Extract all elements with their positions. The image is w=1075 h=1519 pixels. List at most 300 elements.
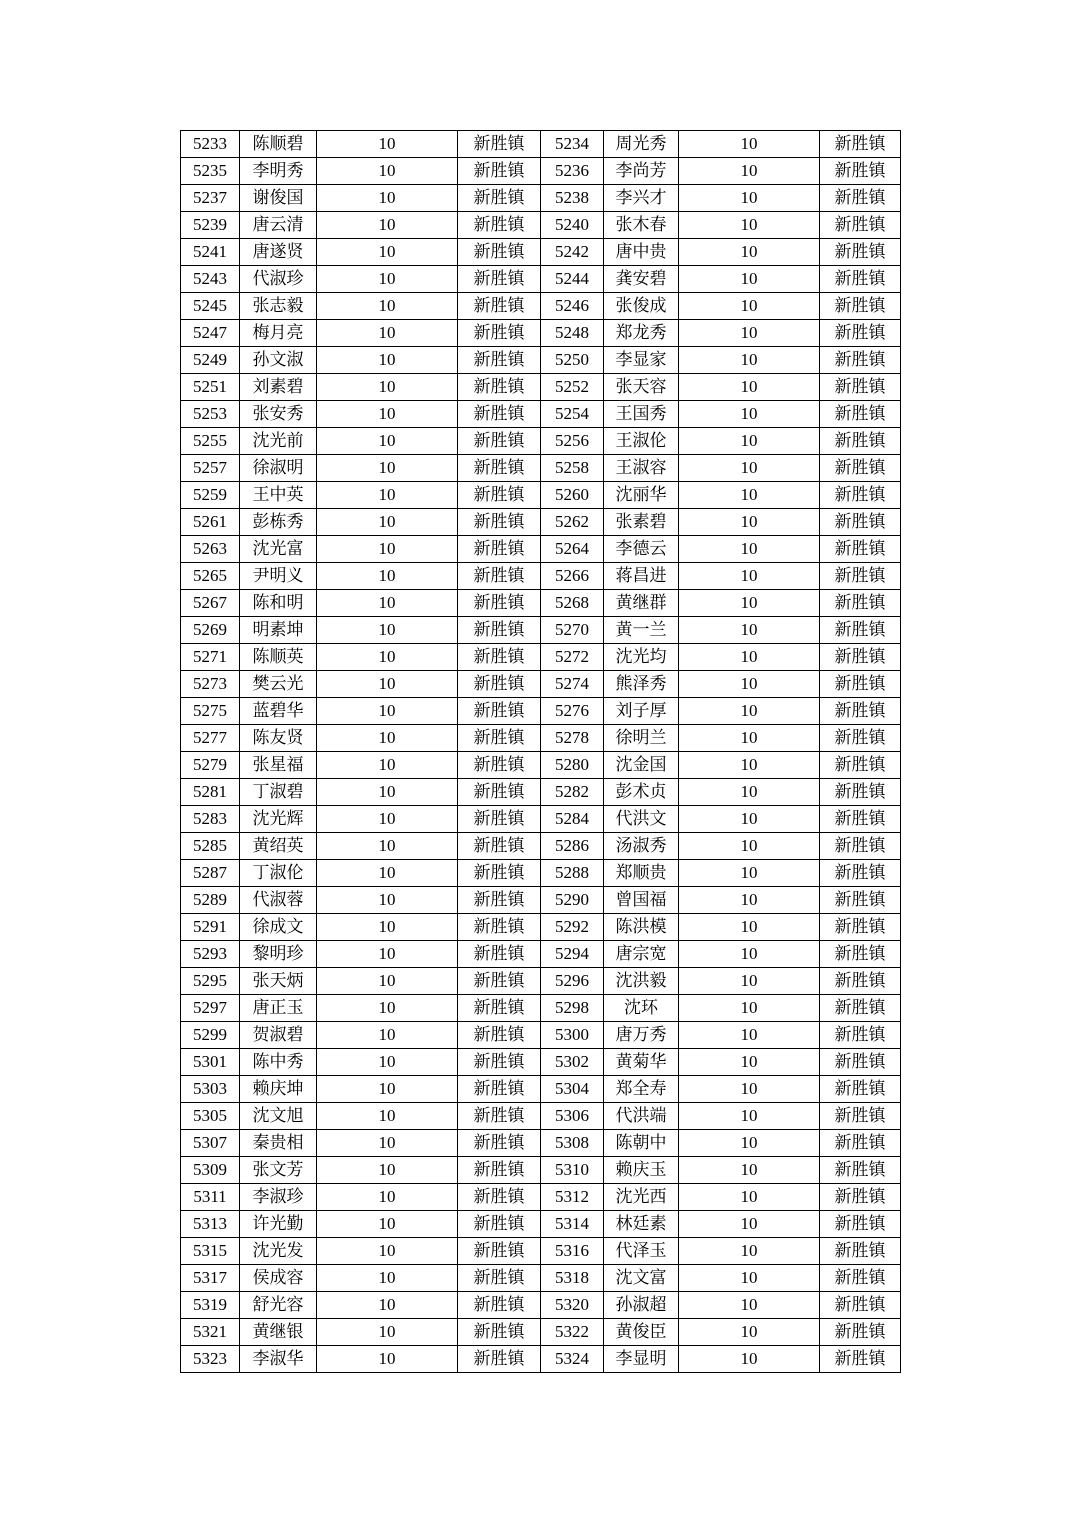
score-cell: 10 — [317, 1292, 458, 1319]
score-cell: 10 — [317, 914, 458, 941]
town-cell: 新胜镇 — [458, 1157, 541, 1184]
town-cell: 新胜镇 — [458, 1319, 541, 1346]
serial-cell: 5321 — [181, 1319, 240, 1346]
serial-cell: 5280 — [541, 752, 604, 779]
name-cell: 黄一兰 — [604, 617, 679, 644]
score-cell: 10 — [679, 347, 820, 374]
score-cell: 10 — [679, 185, 820, 212]
name-cell: 唐中贵 — [604, 239, 679, 266]
table-row — [181, 266, 901, 293]
name-cell: 舒光容 — [240, 1292, 317, 1319]
name-cell: 黎明珍 — [240, 941, 317, 968]
name-cell: 刘子厚 — [604, 698, 679, 725]
name-cell: 沈光西 — [604, 1184, 679, 1211]
town-cell: 新胜镇 — [458, 617, 541, 644]
score-cell: 10 — [317, 617, 458, 644]
name-cell: 沈文富 — [604, 1265, 679, 1292]
serial-cell: 5290 — [541, 887, 604, 914]
serial-cell: 5240 — [541, 212, 604, 239]
score-cell: 10 — [679, 1157, 820, 1184]
town-cell: 新胜镇 — [458, 725, 541, 752]
serial-cell: 5319 — [181, 1292, 240, 1319]
name-cell: 沈光发 — [240, 1238, 317, 1265]
town-cell: 新胜镇 — [458, 131, 541, 158]
serial-cell: 5246 — [541, 293, 604, 320]
town-cell: 新胜镇 — [458, 779, 541, 806]
town-cell: 新胜镇 — [820, 266, 901, 293]
town-cell: 新胜镇 — [820, 1238, 901, 1265]
table-row — [181, 698, 901, 725]
serial-cell: 5261 — [181, 509, 240, 536]
name-cell: 王淑容 — [604, 455, 679, 482]
serial-cell: 5283 — [181, 806, 240, 833]
score-cell: 10 — [679, 266, 820, 293]
town-cell: 新胜镇 — [458, 239, 541, 266]
score-cell: 10 — [679, 644, 820, 671]
town-cell: 新胜镇 — [820, 563, 901, 590]
name-cell: 陈朝中 — [604, 1130, 679, 1157]
serial-cell: 5247 — [181, 320, 240, 347]
score-cell: 10 — [679, 1292, 820, 1319]
score-cell: 10 — [679, 1022, 820, 1049]
score-cell: 10 — [317, 644, 458, 671]
serial-cell: 5300 — [541, 1022, 604, 1049]
name-cell: 秦贵相 — [240, 1130, 317, 1157]
town-cell: 新胜镇 — [820, 509, 901, 536]
score-cell: 10 — [317, 1319, 458, 1346]
name-cell: 陈顺英 — [240, 644, 317, 671]
town-cell: 新胜镇 — [820, 671, 901, 698]
town-cell: 新胜镇 — [820, 995, 901, 1022]
town-cell: 新胜镇 — [820, 1157, 901, 1184]
serial-cell: 5255 — [181, 428, 240, 455]
serial-cell: 5250 — [541, 347, 604, 374]
town-cell: 新胜镇 — [458, 1184, 541, 1211]
score-cell: 10 — [317, 779, 458, 806]
score-cell: 10 — [679, 320, 820, 347]
name-cell: 王中英 — [240, 482, 317, 509]
name-cell: 李兴才 — [604, 185, 679, 212]
town-cell: 新胜镇 — [820, 320, 901, 347]
name-cell: 唐万秀 — [604, 1022, 679, 1049]
name-cell: 张天炳 — [240, 968, 317, 995]
name-cell: 贺淑碧 — [240, 1022, 317, 1049]
name-cell: 陈和明 — [240, 590, 317, 617]
table-row — [181, 590, 901, 617]
score-cell: 10 — [679, 914, 820, 941]
name-cell: 张天容 — [604, 374, 679, 401]
name-cell: 周光秀 — [604, 131, 679, 158]
name-cell: 张安秀 — [240, 401, 317, 428]
serial-cell: 5270 — [541, 617, 604, 644]
score-cell: 10 — [317, 941, 458, 968]
serial-cell: 5303 — [181, 1076, 240, 1103]
serial-cell: 5323 — [181, 1346, 240, 1373]
town-cell: 新胜镇 — [820, 131, 901, 158]
town-cell: 新胜镇 — [820, 1292, 901, 1319]
table-row — [181, 833, 901, 860]
serial-cell: 5304 — [541, 1076, 604, 1103]
serial-cell: 5305 — [181, 1103, 240, 1130]
town-cell: 新胜镇 — [820, 1346, 901, 1373]
town-cell: 新胜镇 — [820, 293, 901, 320]
name-cell: 徐明兰 — [604, 725, 679, 752]
table-row — [181, 239, 901, 266]
name-cell: 明素坤 — [240, 617, 317, 644]
table-row — [181, 347, 901, 374]
name-cell: 李淑珍 — [240, 1184, 317, 1211]
name-cell: 代泽玉 — [604, 1238, 679, 1265]
serial-cell: 5271 — [181, 644, 240, 671]
serial-cell: 5241 — [181, 239, 240, 266]
town-cell: 新胜镇 — [458, 1265, 541, 1292]
town-cell: 新胜镇 — [458, 671, 541, 698]
town-cell: 新胜镇 — [820, 1076, 901, 1103]
town-cell: 新胜镇 — [820, 752, 901, 779]
town-cell: 新胜镇 — [458, 158, 541, 185]
name-cell: 沈金国 — [604, 752, 679, 779]
town-cell: 新胜镇 — [820, 968, 901, 995]
table-row — [181, 482, 901, 509]
name-cell: 陈中秀 — [240, 1049, 317, 1076]
town-cell: 新胜镇 — [458, 860, 541, 887]
serial-cell: 5275 — [181, 698, 240, 725]
town-cell: 新胜镇 — [820, 806, 901, 833]
town-cell: 新胜镇 — [458, 293, 541, 320]
score-cell: 10 — [679, 212, 820, 239]
town-cell: 新胜镇 — [458, 428, 541, 455]
town-cell: 新胜镇 — [820, 239, 901, 266]
table-row — [181, 860, 901, 887]
name-cell: 龚安碧 — [604, 266, 679, 293]
town-cell: 新胜镇 — [820, 833, 901, 860]
name-cell: 唐正玉 — [240, 995, 317, 1022]
town-cell: 新胜镇 — [820, 860, 901, 887]
score-cell: 10 — [317, 1157, 458, 1184]
town-cell: 新胜镇 — [458, 1049, 541, 1076]
serial-cell: 5309 — [181, 1157, 240, 1184]
town-cell: 新胜镇 — [820, 1319, 901, 1346]
score-cell: 10 — [317, 482, 458, 509]
table-row — [181, 131, 901, 158]
serial-cell: 5239 — [181, 212, 240, 239]
name-cell: 刘素碧 — [240, 374, 317, 401]
town-cell: 新胜镇 — [820, 617, 901, 644]
score-cell: 10 — [317, 131, 458, 158]
town-cell: 新胜镇 — [820, 374, 901, 401]
serial-cell: 5295 — [181, 968, 240, 995]
score-cell: 10 — [317, 293, 458, 320]
score-cell: 10 — [679, 482, 820, 509]
score-cell: 10 — [679, 860, 820, 887]
town-cell: 新胜镇 — [820, 185, 901, 212]
table-row — [181, 671, 901, 698]
serial-cell: 5302 — [541, 1049, 604, 1076]
score-cell: 10 — [317, 968, 458, 995]
score-cell: 10 — [317, 671, 458, 698]
town-cell: 新胜镇 — [820, 941, 901, 968]
serial-cell: 5292 — [541, 914, 604, 941]
score-cell: 10 — [317, 1346, 458, 1373]
table-row — [181, 563, 901, 590]
serial-cell: 5233 — [181, 131, 240, 158]
name-cell: 沈光富 — [240, 536, 317, 563]
town-cell: 新胜镇 — [820, 212, 901, 239]
serial-cell: 5291 — [181, 914, 240, 941]
name-cell: 郑顺贵 — [604, 860, 679, 887]
score-cell: 10 — [679, 1238, 820, 1265]
name-cell: 郑全寿 — [604, 1076, 679, 1103]
serial-cell: 5235 — [181, 158, 240, 185]
name-cell: 熊泽秀 — [604, 671, 679, 698]
score-cell: 10 — [679, 1130, 820, 1157]
score-cell: 10 — [317, 1076, 458, 1103]
serial-cell: 5278 — [541, 725, 604, 752]
score-cell: 10 — [679, 698, 820, 725]
table-row — [181, 887, 901, 914]
serial-cell: 5256 — [541, 428, 604, 455]
name-cell: 李尚芳 — [604, 158, 679, 185]
score-cell: 10 — [317, 320, 458, 347]
town-cell: 新胜镇 — [458, 1238, 541, 1265]
serial-cell: 5299 — [181, 1022, 240, 1049]
table-row — [181, 1157, 901, 1184]
table-row — [181, 212, 901, 239]
town-cell: 新胜镇 — [458, 455, 541, 482]
name-cell: 陈友贤 — [240, 725, 317, 752]
table-row — [181, 509, 901, 536]
serial-cell: 5317 — [181, 1265, 240, 1292]
score-cell: 10 — [679, 995, 820, 1022]
score-cell: 10 — [679, 1049, 820, 1076]
name-cell: 沈洪毅 — [604, 968, 679, 995]
serial-cell: 5314 — [541, 1211, 604, 1238]
score-cell: 10 — [317, 698, 458, 725]
town-cell: 新胜镇 — [820, 1103, 901, 1130]
roster-table — [180, 130, 901, 1373]
town-cell: 新胜镇 — [458, 212, 541, 239]
score-cell: 10 — [317, 1130, 458, 1157]
town-cell: 新胜镇 — [458, 941, 541, 968]
serial-cell: 5322 — [541, 1319, 604, 1346]
town-cell: 新胜镇 — [820, 644, 901, 671]
serial-cell: 5315 — [181, 1238, 240, 1265]
serial-cell: 5238 — [541, 185, 604, 212]
table-row — [181, 914, 901, 941]
score-cell: 10 — [679, 1265, 820, 1292]
town-cell: 新胜镇 — [820, 1130, 901, 1157]
score-cell: 10 — [317, 212, 458, 239]
serial-cell: 5243 — [181, 266, 240, 293]
score-cell: 10 — [317, 239, 458, 266]
town-cell: 新胜镇 — [820, 536, 901, 563]
score-cell: 10 — [317, 158, 458, 185]
table-row — [181, 158, 901, 185]
town-cell: 新胜镇 — [458, 644, 541, 671]
score-cell: 10 — [679, 752, 820, 779]
score-cell: 10 — [317, 455, 458, 482]
name-cell: 王国秀 — [604, 401, 679, 428]
town-cell: 新胜镇 — [458, 833, 541, 860]
town-cell: 新胜镇 — [820, 428, 901, 455]
name-cell: 樊云光 — [240, 671, 317, 698]
score-cell: 10 — [679, 293, 820, 320]
serial-cell: 5252 — [541, 374, 604, 401]
town-cell: 新胜镇 — [820, 1184, 901, 1211]
serial-cell: 5268 — [541, 590, 604, 617]
name-cell: 丁淑伦 — [240, 860, 317, 887]
serial-cell: 5237 — [181, 185, 240, 212]
name-cell: 陈顺碧 — [240, 131, 317, 158]
name-cell: 徐淑明 — [240, 455, 317, 482]
serial-cell: 5296 — [541, 968, 604, 995]
town-cell: 新胜镇 — [458, 347, 541, 374]
town-cell: 新胜镇 — [458, 185, 541, 212]
serial-cell: 5287 — [181, 860, 240, 887]
score-cell: 10 — [317, 509, 458, 536]
serial-cell: 5294 — [541, 941, 604, 968]
town-cell: 新胜镇 — [458, 752, 541, 779]
name-cell: 沈文旭 — [240, 1103, 317, 1130]
serial-cell: 5266 — [541, 563, 604, 590]
town-cell: 新胜镇 — [820, 887, 901, 914]
serial-cell: 5301 — [181, 1049, 240, 1076]
name-cell: 李淑华 — [240, 1346, 317, 1373]
name-cell: 张俊成 — [604, 293, 679, 320]
table-body — [181, 131, 901, 1373]
town-cell: 新胜镇 — [458, 1346, 541, 1373]
name-cell: 张志毅 — [240, 293, 317, 320]
name-cell: 代洪文 — [604, 806, 679, 833]
town-cell: 新胜镇 — [458, 590, 541, 617]
name-cell: 徐成文 — [240, 914, 317, 941]
score-cell: 10 — [679, 131, 820, 158]
name-cell: 沈光辉 — [240, 806, 317, 833]
serial-cell: 5258 — [541, 455, 604, 482]
table-row — [181, 1238, 901, 1265]
serial-cell: 5267 — [181, 590, 240, 617]
name-cell: 李显家 — [604, 347, 679, 374]
town-cell: 新胜镇 — [458, 1211, 541, 1238]
score-cell: 10 — [679, 590, 820, 617]
name-cell: 沈光均 — [604, 644, 679, 671]
town-cell: 新胜镇 — [820, 347, 901, 374]
score-cell: 10 — [317, 185, 458, 212]
score-cell: 10 — [317, 833, 458, 860]
town-cell: 新胜镇 — [820, 1022, 901, 1049]
score-cell: 10 — [679, 455, 820, 482]
score-cell: 10 — [679, 725, 820, 752]
name-cell: 丁淑碧 — [240, 779, 317, 806]
score-cell: 10 — [317, 1022, 458, 1049]
table-row — [181, 968, 901, 995]
serial-cell: 5320 — [541, 1292, 604, 1319]
town-cell: 新胜镇 — [820, 158, 901, 185]
town-cell: 新胜镇 — [458, 968, 541, 995]
score-cell: 10 — [317, 590, 458, 617]
serial-cell: 5276 — [541, 698, 604, 725]
score-cell: 10 — [679, 401, 820, 428]
score-cell: 10 — [317, 401, 458, 428]
table-row — [181, 1319, 901, 1346]
town-cell: 新胜镇 — [458, 266, 541, 293]
serial-cell: 5310 — [541, 1157, 604, 1184]
score-cell: 10 — [679, 779, 820, 806]
score-cell: 10 — [679, 239, 820, 266]
serial-cell: 5293 — [181, 941, 240, 968]
score-cell: 10 — [679, 1346, 820, 1373]
town-cell: 新胜镇 — [820, 482, 901, 509]
town-cell: 新胜镇 — [820, 1211, 901, 1238]
name-cell: 彭栋秀 — [240, 509, 317, 536]
table-row — [181, 374, 901, 401]
town-cell: 新胜镇 — [820, 779, 901, 806]
serial-cell: 5279 — [181, 752, 240, 779]
table-row — [181, 617, 901, 644]
score-cell: 10 — [679, 374, 820, 401]
name-cell: 黄继银 — [240, 1319, 317, 1346]
score-cell: 10 — [679, 887, 820, 914]
serial-cell: 5242 — [541, 239, 604, 266]
serial-cell: 5313 — [181, 1211, 240, 1238]
name-cell: 蓝碧华 — [240, 698, 317, 725]
town-cell: 新胜镇 — [458, 887, 541, 914]
score-cell: 10 — [317, 1265, 458, 1292]
score-cell: 10 — [317, 887, 458, 914]
score-cell: 10 — [679, 1103, 820, 1130]
town-cell: 新胜镇 — [458, 995, 541, 1022]
name-cell: 孙淑超 — [604, 1292, 679, 1319]
name-cell: 代淑珍 — [240, 266, 317, 293]
town-cell: 新胜镇 — [458, 401, 541, 428]
town-cell: 新胜镇 — [458, 482, 541, 509]
serial-cell: 5249 — [181, 347, 240, 374]
score-cell: 10 — [317, 1184, 458, 1211]
score-cell: 10 — [317, 995, 458, 1022]
serial-cell: 5306 — [541, 1103, 604, 1130]
name-cell: 黄菊华 — [604, 1049, 679, 1076]
table-row — [181, 293, 901, 320]
name-cell: 彭术贞 — [604, 779, 679, 806]
serial-cell: 5274 — [541, 671, 604, 698]
serial-cell: 5288 — [541, 860, 604, 887]
table-row — [181, 779, 901, 806]
serial-cell: 5272 — [541, 644, 604, 671]
serial-cell: 5263 — [181, 536, 240, 563]
table-row — [181, 1076, 901, 1103]
score-cell: 10 — [317, 536, 458, 563]
table-row — [181, 1292, 901, 1319]
table-row — [181, 320, 901, 347]
score-cell: 10 — [317, 860, 458, 887]
table-row — [181, 1022, 901, 1049]
town-cell: 新胜镇 — [458, 536, 541, 563]
town-cell: 新胜镇 — [458, 563, 541, 590]
name-cell: 代淑蓉 — [240, 887, 317, 914]
name-cell: 黄继群 — [604, 590, 679, 617]
town-cell: 新胜镇 — [820, 914, 901, 941]
serial-cell: 5286 — [541, 833, 604, 860]
town-cell: 新胜镇 — [458, 320, 541, 347]
serial-cell: 5308 — [541, 1130, 604, 1157]
table-row — [181, 401, 901, 428]
score-cell: 10 — [679, 563, 820, 590]
table-row — [181, 1130, 901, 1157]
serial-cell: 5316 — [541, 1238, 604, 1265]
serial-cell: 5297 — [181, 995, 240, 1022]
serial-cell: 5298 — [541, 995, 604, 1022]
name-cell: 谢俊国 — [240, 185, 317, 212]
